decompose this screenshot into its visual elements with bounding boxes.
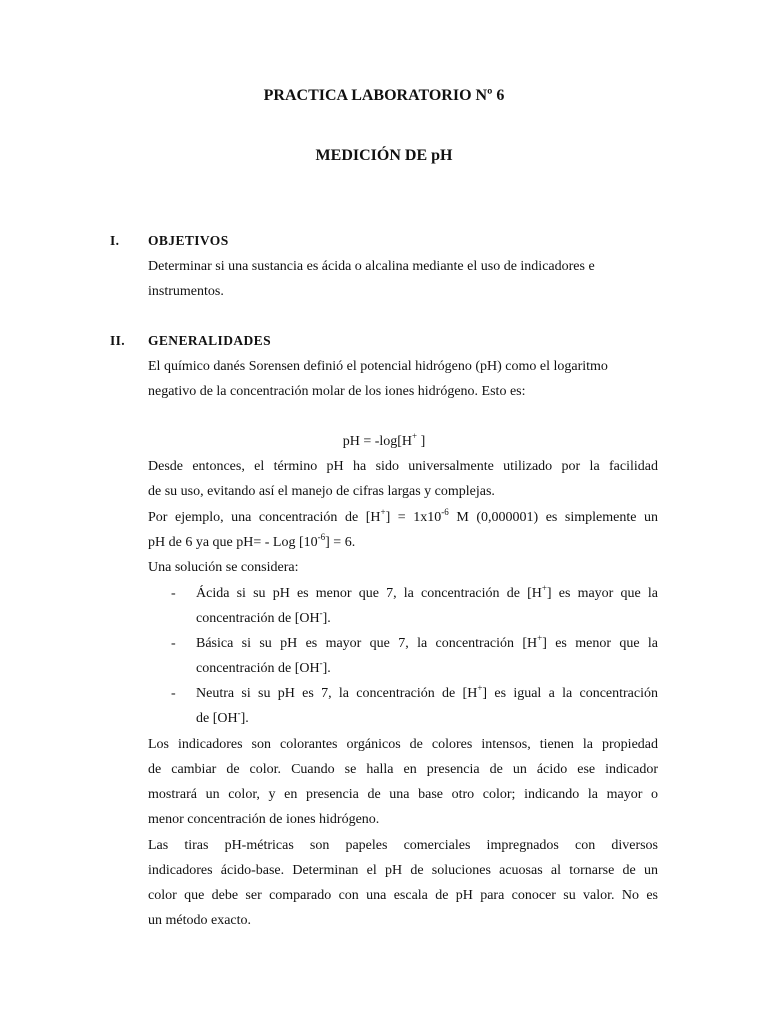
- paragraph-line: negativo de la concentración molar de los iones hidrógeno. Esto es:: [148, 384, 526, 399]
- bullet-dash: -: [171, 636, 176, 651]
- bullet-line: [196, 583, 658, 602]
- superscript: +: [541, 583, 547, 593]
- superscript: -: [237, 708, 241, 718]
- text-run: ] es mayor que la: [546, 586, 658, 601]
- text-run: ] es menor que la: [542, 636, 658, 651]
- superscript: -6: [317, 532, 326, 542]
- section-title: GENERALIDADES: [148, 333, 271, 348]
- bullet-dash: -: [171, 586, 176, 601]
- paragraph-line: El químico danés Sorensen definió el potencial hidrógeno (pH) como el logaritmo: [148, 359, 608, 374]
- superscript: +: [537, 633, 543, 643]
- bullet-dash: -: [171, 686, 176, 701]
- text-run: de [OH: [196, 711, 238, 726]
- superscript: +: [380, 507, 386, 517]
- paragraph-line: Una solución se considera:: [148, 560, 299, 575]
- bullet-line: [196, 608, 331, 627]
- text-run: Por ejemplo, una concentración de [H: [148, 510, 381, 525]
- text-run: pH de 6 ya que pH= - Log [10: [148, 535, 318, 550]
- paragraph-line: Los indicadores son colorantes orgánicos de colores intensos, tienen la propiedad: [148, 737, 658, 752]
- superscript: +: [477, 683, 483, 693]
- paragraph-line: de su uso, evitando así el manejo de cifras largas y complejas.: [148, 484, 495, 499]
- paragraph-line: un método exacto.: [148, 913, 252, 928]
- paragraph-line: menor concentración de iones hidrógeno.: [148, 812, 380, 827]
- example-line: [148, 532, 356, 551]
- formula-superscript: +: [412, 431, 418, 441]
- text-run: ].: [322, 611, 331, 626]
- text-run: ].: [240, 711, 249, 726]
- section-heading-objetivos: [110, 233, 229, 249]
- paragraph-line: color que debe ser comparado con una escala de pH para conocer su valor. No es: [148, 888, 658, 903]
- document-subtitle: MEDICIÓN DE pH: [315, 147, 453, 164]
- paragraph-line: Desde entonces, el término pH ha sido universalmente utilizado por la facilidad: [148, 459, 658, 474]
- section-number: I.: [110, 233, 120, 248]
- text-run: ] = 6.: [325, 535, 356, 550]
- section-title: OBJETIVOS: [148, 233, 229, 248]
- formula-text: ]: [417, 434, 426, 449]
- bullet-line: [196, 683, 659, 702]
- text-run: Ácida si su pH es menor que 7, la concentración de [H: [196, 586, 542, 601]
- paragraph-line: indicadores ácido-base. Determinan el pH de soluciones acuosas al tornarse de un: [148, 863, 658, 878]
- text-run: concentración de [OH: [196, 611, 320, 626]
- section-number: II.: [110, 333, 126, 348]
- paragraph-line: de cambiar de color. Cuando se halla en presencia de un ácido ese indicador: [148, 762, 658, 777]
- paragraph-line: mostrará un color, y en presencia de una base otro color; indicando la mayor o: [148, 787, 658, 802]
- document-title: PRACTICA LABORATORIO Nº 6: [263, 87, 505, 104]
- text-run: ] = 1x10: [385, 510, 442, 525]
- superscript: -: [319, 608, 323, 618]
- text-run: ].: [322, 661, 331, 676]
- bullet-line: [196, 658, 331, 677]
- example-line: [148, 507, 658, 526]
- superscript: -: [319, 658, 323, 668]
- superscript: -6: [441, 507, 449, 517]
- paragraph-line: Determinar si una sustancia es ácida o alcalina mediante el uso de indicadores e: [148, 259, 595, 274]
- paragraph-line: Las tiras pH-métricas son papeles comerciales impregnados con diversos: [148, 838, 658, 853]
- formula-text: pH = -log[H: [342, 434, 413, 449]
- text-run: concentración de [OH: [196, 661, 320, 676]
- bullet-line: [196, 708, 249, 727]
- text-run: ] es igual a la concentración: [482, 686, 659, 701]
- ph-formula: [0, 431, 768, 450]
- bullet-line: [196, 633, 658, 652]
- text-run: M (0,000001) es simplemente un: [448, 510, 658, 525]
- text-run: Básica si su pH es mayor que 7, la concentración [H: [196, 636, 538, 651]
- paragraph-line: instrumentos.: [148, 284, 224, 299]
- text-run: Neutra si su pH es 7, la concentración de [H: [196, 686, 478, 701]
- section-heading-generalidades: [110, 333, 271, 349]
